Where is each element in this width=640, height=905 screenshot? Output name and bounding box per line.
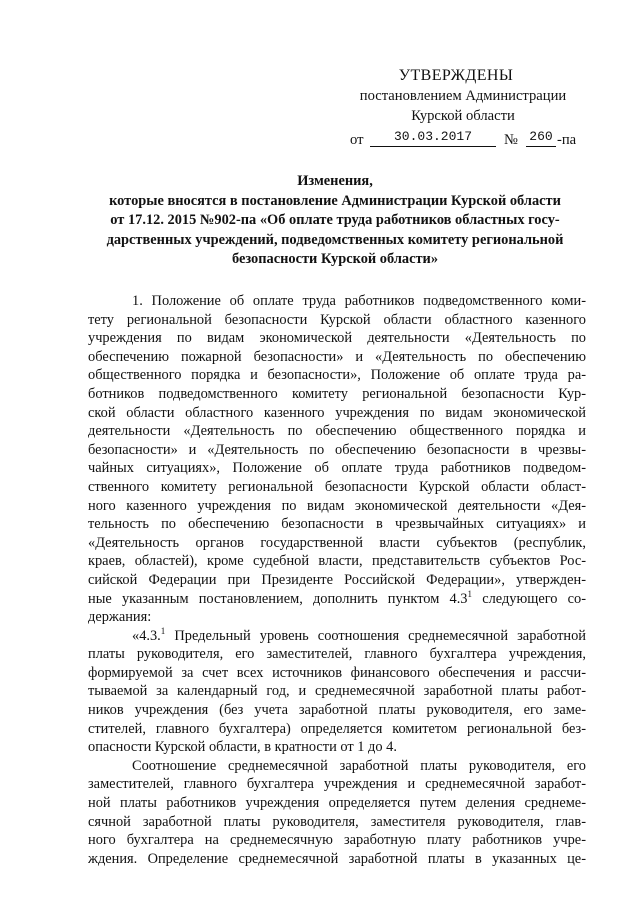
body-line: «Деятельность органов государственной власти субъектов (республик, (88, 534, 586, 551)
number-suffix: -па (557, 132, 577, 148)
body-line (88, 627, 586, 646)
number-label: № (504, 132, 518, 148)
document-heading (80, 172, 590, 270)
superscript: 1 (160, 626, 166, 636)
heading-line: которые вносятся в постановление Администрации Курской области (109, 192, 561, 209)
body-line: сячной заработной платы руководителя, заместителя руководителя, глав- (88, 813, 586, 830)
body-line: заместителей, главного бухгалтера учреждения и среднемесячной заработ- (88, 776, 586, 793)
body-line: ного казенного учреждения по видам экономической деятельности «Дея- (88, 497, 586, 514)
body-line: стителей, главного бухгалтера) определяется комитетом региональной без- (88, 720, 586, 737)
body-line: формируемой за счет всех источников финансового обеспечения и рассчи- (88, 664, 586, 681)
body-line (88, 590, 586, 609)
approval-date-line (338, 128, 588, 150)
body-line-part: Предельный уровень соотношения среднемесячной заработной (165, 627, 586, 644)
approval-line-2: Курской области (411, 108, 515, 124)
body-line: учреждения по видам экономической деятельности «Деятельность по (88, 330, 586, 347)
body-line: обеспечению пожарной безопасности» и «Деятельность по обеспечению (88, 348, 586, 365)
body-line-part: следующего со- (472, 590, 586, 607)
body-line: ного бухгалтера на среднемесячную заработную плату работников учре- (88, 832, 586, 849)
body-line: держания: (88, 609, 152, 626)
superscript: 1 (467, 589, 473, 599)
heading-line: Изменения, (297, 173, 373, 189)
heading-line: безопасности Курской области» (231, 251, 439, 267)
body-line: безопасности» и «Деятельность по обеспечению безопасности в чрезвы- (88, 441, 586, 458)
body-line: сийской Федерации при Президенте Российской Федерации», утвержден- (88, 571, 586, 588)
approval-block (338, 66, 588, 150)
document-body (88, 292, 586, 868)
body-line: тету региональной безопасности Курской области областного казенного (88, 311, 586, 328)
body-line: тываемой за календарный год, и среднемесячной заработной платы работ- (88, 683, 586, 700)
body-line: Соотношение среднемесячной заработной платы руководителя, его (132, 757, 586, 774)
body-line: деятельности «Деятельность по обеспечению общественного порядка и (88, 423, 586, 440)
heading-line: дарственных учреждений, подведомственных комитету региональной (106, 231, 564, 248)
body-line: ждения. Определение среднемесячной заработной платы в указанных це- (88, 850, 586, 867)
approval-number: 260 (526, 128, 556, 147)
body-line: общественного порядка и безопасности», Положение об оплате труда ра- (88, 367, 586, 384)
body-line: тельность по обеспечению безопасности в чрезвычайных ситуациях» и (88, 516, 586, 533)
from-label: от (350, 132, 364, 148)
body-line: ственного комитету региональной безопасности Курской области област- (88, 478, 586, 495)
approval-date: 30.03.2017 (370, 128, 496, 147)
approval-line-1: постановлением Администрации (359, 88, 567, 104)
body-line: ской области областного казенного учреждения по видам экономической (88, 404, 586, 421)
body-line: краев, областей), кроме судебной власти, представительств субъектов Рос- (88, 553, 586, 570)
body-line: 1. Положение об оплате труда работников подведомственного коми- (132, 293, 586, 309)
body-line: чайных ситуациях», Положение об оплате труда работников подведом- (88, 460, 586, 477)
approval-title: УТВЕРЖДЕНЫ (398, 67, 514, 84)
body-line-part: ные указанным постановлением, дополнить пунктом 4.3 (88, 590, 468, 607)
body-line: ботников подведомственного комитету региональной безопасности Кур- (88, 385, 586, 402)
body-line: ной платы работников учреждения определяется путем деления среднеме- (88, 795, 586, 812)
body-line-part: «4.3. (132, 627, 161, 644)
heading-line: от 17.12. 2015 №902-па «Об оплате труда работников областных госу- (110, 212, 560, 228)
body-line: ников учреждения (без учета заработной платы руководителя, его заме- (88, 702, 586, 719)
body-line: опасности Курской области, в кратности от 1 до 4. (88, 739, 397, 756)
body-line: платы руководителя, его заместителей, главного бухгалтера учреждения, (88, 646, 586, 663)
